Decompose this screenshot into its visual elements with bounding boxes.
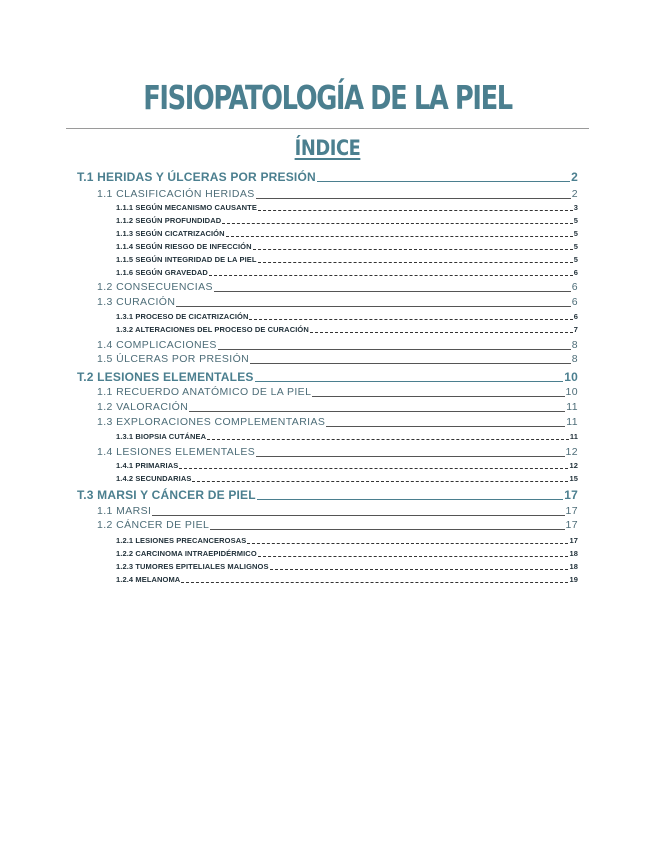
toc-entry-page: 11 [566,416,578,428]
toc-leader [214,291,571,292]
toc-leader [218,349,571,350]
toc-entry-1-3[interactable] [97,296,578,309]
toc-entry-page: 6 [571,281,578,293]
toc-entry-label: 1.1 MARSI [97,505,152,517]
toc-leader [310,332,573,333]
toc-entry-page: 2 [571,170,578,184]
toc-entry-page: 18 [569,562,578,571]
toc-entry-label: 1.5 ÚLCERAS POR PRESIÓN [97,353,250,365]
toc-entry-label: 1.2.4 MELANOMA [116,575,181,584]
toc-leader [258,556,569,557]
toc-entry-page: 18 [569,549,578,558]
toc-leader [270,569,569,570]
toc-leader [189,411,565,412]
toc-entry-2-4-1[interactable] [116,461,578,471]
toc-leader [179,468,568,469]
toc-entry-page: 5 [573,229,578,238]
toc-entry-label: 1.1 CLASIFICACIÓN HERIDAS [97,188,255,200]
toc-entry-t3[interactable] [77,488,578,502]
toc-leader [255,381,564,382]
toc-leader [247,543,568,544]
toc-entry-page: 7 [573,325,578,334]
toc-entry-label: 1.3.2 ALTERACIONES DEL PROCESO DE CURACIÓN [116,325,309,334]
toc-entry-label: 1.2 CONSECUENCIAS [97,281,213,293]
toc-entry-1-3-1[interactable] [116,312,578,322]
toc-entry-page: 11 [569,432,578,441]
toc-entry-page: 6 [573,312,578,321]
toc-leader [207,439,569,440]
toc-entry-label: T.3 MARSI Y CÁNCER DE PIEL [77,488,256,502]
toc-entry-1-1-6[interactable] [116,268,578,278]
toc-entry-t1[interactable] [77,170,578,184]
toc-leader [258,210,573,211]
toc-leader [181,582,568,583]
toc-entry-label: 1.4.1 PRIMARIAS [116,461,179,470]
toc-entry-1-1-1[interactable] [116,203,578,213]
toc-entry-2-4-2[interactable] [116,474,578,484]
toc-entry-1-1[interactable] [97,188,578,201]
toc-entry-1-4[interactable] [97,339,578,352]
toc-entry-3-2-2[interactable] [116,549,578,559]
toc-entry-2-2[interactable] [97,401,578,414]
toc-entry-2-3[interactable] [97,416,578,429]
toc-entry-1-1-2[interactable] [116,216,578,226]
toc-leader [209,275,573,276]
toc-entry-page: 6 [573,268,578,277]
toc-entry-page: 12 [565,446,578,458]
toc-entry-label: 1.1.4 SEGÚN RIESGO DE INFECCIÓN [116,242,252,251]
toc-entry-3-2[interactable] [97,519,578,532]
index-heading: ÍNDICE [294,136,361,160]
toc-entry-page: 2 [571,188,578,200]
toc-leader [192,481,568,482]
toc-entry-page: 10 [564,370,578,384]
toc-entry-page: 15 [569,474,578,483]
toc-leader [250,363,571,364]
toc-entry-page: 8 [571,353,578,365]
toc-entry-page: 12 [569,461,578,470]
toc-leader [256,198,571,199]
toc-entry-2-4[interactable] [97,446,578,459]
toc-leader [152,515,564,516]
toc-entry-page: 17 [565,519,578,531]
toc-entry-label: 1.4 LESIONES ELEMENTALES [97,446,256,458]
toc-entry-2-3-1[interactable] [116,432,578,442]
toc-entry-label: 1.3 CURACIÓN [97,296,176,308]
toc-entry-page: 5 [573,242,578,251]
toc-entry-label: T.1 HERIDAS Y ÚLCERAS POR PRESIÓN [77,170,316,184]
toc-entry-label: 1.2.2 CARCINOMA INTRAEPIDÉRMICO [116,549,257,558]
toc-entry-label: 1.1.6 SEGÚN GRAVEDAD [116,268,208,277]
toc-leader [176,306,570,307]
toc-entry-page: 19 [569,575,578,584]
toc-entry-page: 17 [569,536,578,545]
toc-entry-page: 17 [564,488,578,502]
toc-entry-page: 5 [573,216,578,225]
toc-entry-label: 1.3.1 BIOPSIA CUTÁNEA [116,432,207,441]
toc-entry-label: T.2 LESIONES ELEMENTALES [77,370,254,384]
toc-entry-1-1-5[interactable] [116,255,578,265]
toc-entry-label: 1.1.5 SEGÚN INTEGRIDAD DE LA PIEL [116,255,257,264]
toc-leader [326,426,565,427]
toc-entry-page: 6 [571,296,578,308]
toc-entry-label: 1.3 EXPLORACIONES COMPLEMENTARIAS [97,416,326,428]
toc-leader [312,396,564,397]
toc-leader [258,262,573,263]
toc-entry-3-1[interactable] [97,505,578,518]
toc-entry-label: 1.1.1 SEGÚN MECANISMO CAUSANTE [116,203,257,212]
toc-entry-t2[interactable] [77,370,578,384]
toc-entry-label: 1.2.3 TUMORES EPITELIALES MALIGNOS [116,562,269,571]
toc-entry-label: 1.4.2 SECUNDARIAS [116,474,192,483]
toc-leader [249,319,572,320]
toc-entry-label: 1.1.2 SEGÚN PROFUNDIDAD [116,216,222,225]
toc-leader [210,529,564,530]
toc-entry-label: 1.2.1 LESIONES PRECANCEROSAS [116,536,247,545]
toc-entry-1-2[interactable] [97,281,578,294]
toc-leader [253,249,573,250]
document-title: FISIOPATOLOGÍA DE LA PIEL [143,78,512,117]
toc-leader [257,499,563,500]
toc-entry-3-2-3[interactable] [116,562,578,572]
toc-entry-page: 17 [565,505,578,517]
toc-entry-3-2-1[interactable] [116,536,578,546]
toc-entry-label: 1.2 VALORACIÓN [97,401,189,413]
toc-leader [256,456,564,457]
toc-entry-label: 1.2 CÁNCER DE PIEL [97,519,210,531]
toc-entry-label: 1.4 COMPLICACIONES [97,339,217,351]
toc-entry-1-1-4[interactable] [116,242,578,252]
toc-entry-label: 1.3.1 PROCESO DE CICATRIZACIÓN [116,312,249,321]
toc-leader [317,181,570,182]
toc-entry-page: 11 [566,401,578,413]
toc-leader [226,236,573,237]
toc-entry-page: 3 [573,203,578,212]
toc-entry-page: 5 [573,255,578,264]
toc-entry-page: 10 [565,386,578,398]
toc-leader [222,223,572,224]
toc-entry-page: 8 [571,339,578,351]
toc-entry-1-1-3[interactable] [116,229,578,239]
toc-entry-2-1[interactable] [97,386,578,399]
toc-entry-3-2-4[interactable] [116,575,578,585]
toc-entry-1-3-2[interactable] [116,325,578,335]
toc-entry-1-5[interactable] [97,353,578,366]
toc-entry-label: 1.1 RECUERDO ANATÓMICO DE LA PIEL [97,386,312,398]
toc-entry-label: 1.1.3 SEGÚN CICATRIZACIÓN [116,229,225,238]
